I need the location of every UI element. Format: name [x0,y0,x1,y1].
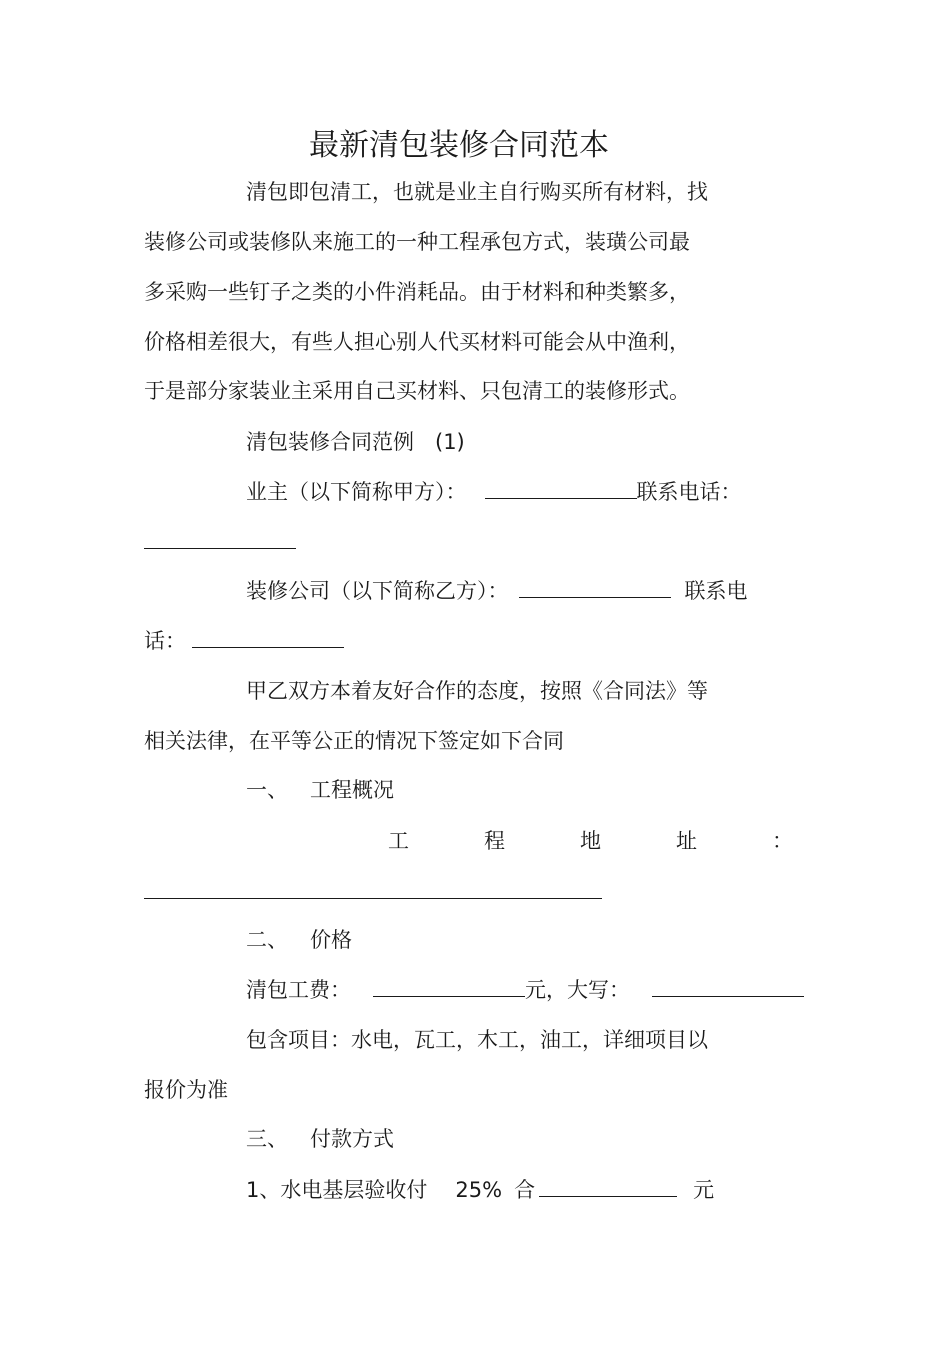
items-line: 包含项目：水电，瓦工，木工，油工，详细项目以 [246,1028,708,1052]
section2-title: 价格 [310,928,352,952]
address-label [388,827,793,855]
intro-line: 清包即包清工，也就是业主自行购买所有材料，找 [246,180,708,204]
items-line: 报价为准 [144,1078,228,1102]
section3-heading [246,1125,394,1153]
owner-label: 业主（以下简称甲方）： [246,480,467,504]
address-char: 地 [580,829,601,853]
company-phone-blank [192,629,344,648]
payment-item-he: 合 [514,1178,536,1202]
section2-heading [246,926,352,954]
payment-item-yuan: 元 [693,1178,715,1202]
fee-line [246,976,804,1004]
address-char: 址 [676,829,697,853]
payment-item-blank [539,1178,677,1197]
payment-item-percent: 25% [455,1178,503,1202]
intro-line: 于是部分家装业主采用自己买材料、只包清工的装修形式。 [144,379,690,403]
company-phone-line [144,627,344,655]
address-char: 工 [388,829,409,853]
agreement-line: 甲乙双方本着友好合作的态度，按照《合同法》等 [246,679,708,703]
owner-line [246,478,742,506]
company-label: 装修公司（以下简称乙方）： [246,579,509,603]
intro-line: 价格相差很大，有些人担心别人代买材料可能会从中渔利， [144,330,690,354]
section1-num: 一、 [246,778,288,802]
section2-num: 二、 [246,928,288,952]
example-heading: 清包装修合同范例 (1) [246,430,465,454]
address-blank [144,898,602,899]
owner-name-blank [485,480,637,499]
company-phone-label-cont: 话： [144,629,186,653]
owner-phone-blank [144,548,296,549]
fee-amount-blank [373,978,525,997]
company-line [246,577,748,605]
intro-line: 装修公司或装修队来施工的一种工程承包方式，装璜公司最 [144,230,690,254]
section1-title: 工程概况 [310,778,394,802]
fee-label: 清包工费： [246,978,351,1002]
agreement-line: 相关法律，在平等公正的情况下签定如下合同 [144,729,564,753]
company-phone-label: 联系电 [684,579,748,603]
fee-daxie-label: 元，大写： [525,978,630,1002]
page-title: 最新清包装修合同范本 [309,128,609,163]
company-name-blank [519,579,671,598]
fee-daxie-blank [652,978,804,997]
payment-item-1 [246,1176,714,1204]
address-char: 程 [484,829,505,853]
address-char: ： [772,829,793,853]
section3-num: 三、 [246,1127,288,1151]
intro-line: 多采购一些钉子之类的小件消耗品。由于材料和种类繁多， [144,280,690,304]
section3-title: 付款方式 [310,1127,394,1151]
owner-phone-label: 联系电话： [636,480,742,504]
payment-item-label: 1、水电基层验收付 [246,1178,428,1202]
section1-heading [246,776,394,804]
